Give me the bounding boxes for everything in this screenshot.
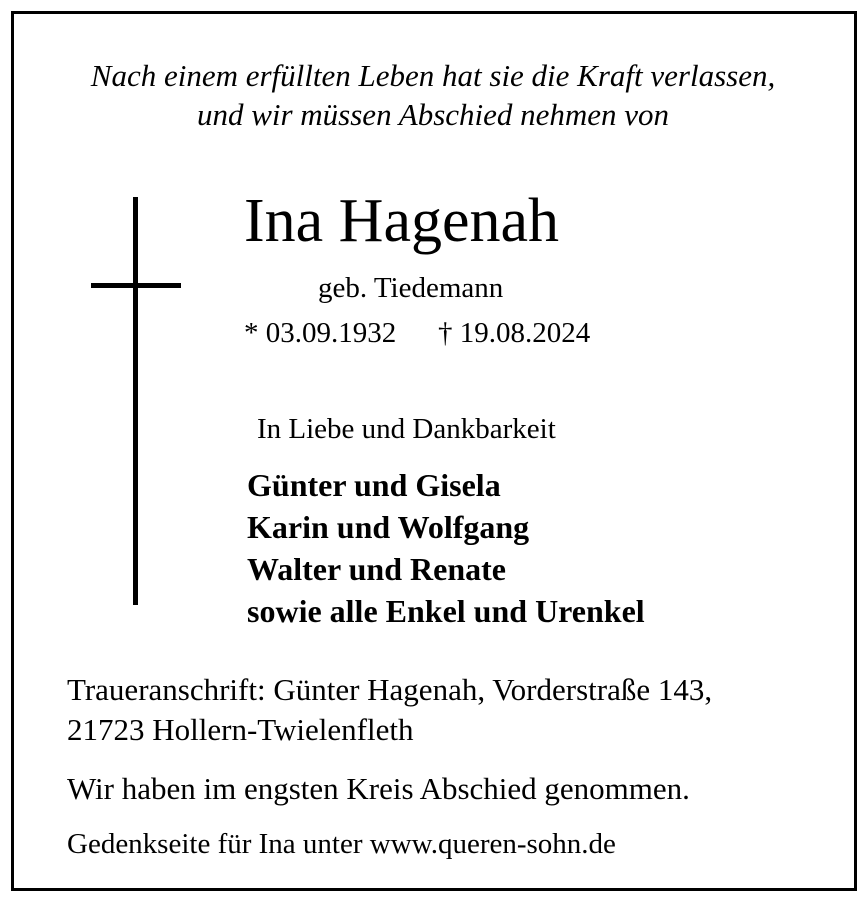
death-date: † 19.08.2024 [438, 317, 591, 349]
mourner-name: Günter und Gisela [247, 467, 501, 503]
farewell-notice: Wir haben im engsten Kreis Abschied genommen. [67, 771, 690, 806]
deceased-name: Ina Hagenah [244, 187, 559, 255]
intro-line-2: und wir müssen Abschied nehmen von [196, 97, 670, 132]
cross-vertical-bar [133, 197, 138, 605]
maiden-name: geb. Tiedemann [318, 272, 504, 304]
cross-horizontal-bar [91, 283, 181, 288]
intro-line-1: Nach einem erfüllten Leben hat sie die Kraft verlassen, [90, 58, 776, 93]
mourners-heading: In Liebe und Dankbarkeit [257, 413, 556, 445]
memorial-page-note: Gedenkseite für Ina unter www.queren-sohn.de [67, 828, 616, 860]
mourning-address-line-1: Traueranschrift: Günter Hagenah, Vorderstraße 143, [67, 672, 713, 707]
birth-date: * 03.09.1932 [244, 317, 397, 349]
mourner-name: Walter und Renate [247, 551, 506, 587]
mourner-name: Karin und Wolfgang [247, 509, 530, 545]
mourner-name: sowie alle Enkel und Urenkel [247, 593, 645, 629]
mourning-address-line-2: 21723 Hollern-Twielenfleth [67, 712, 414, 747]
